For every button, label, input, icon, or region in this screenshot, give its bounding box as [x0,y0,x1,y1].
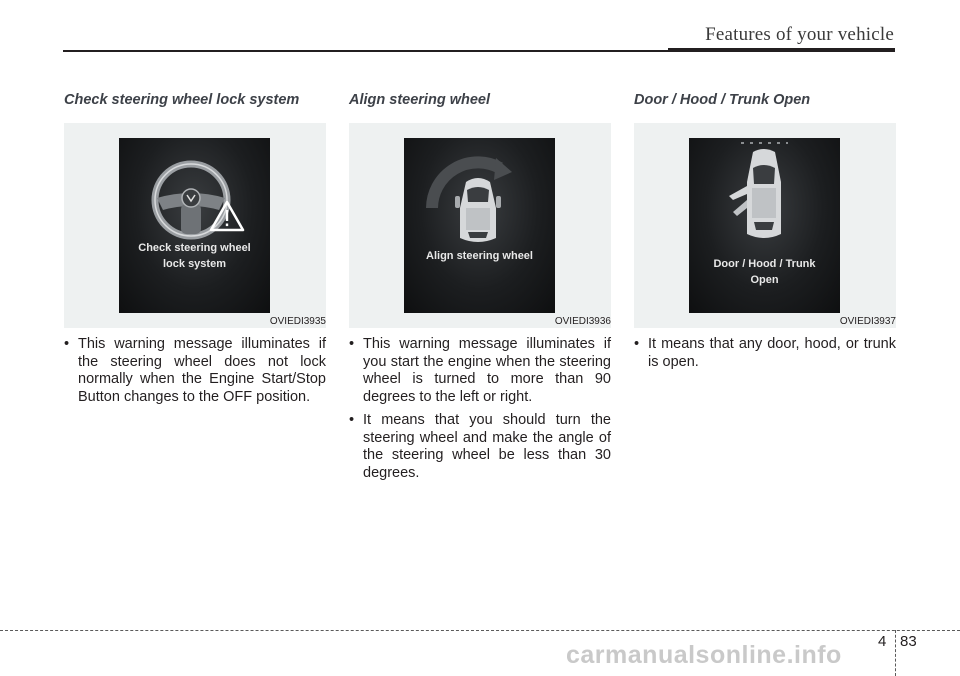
section-steering-lock [64,92,326,412]
cluster-display [404,138,555,313]
section-title: Door / Hood / Trunk Open [634,92,811,108]
section-align-wheel [349,92,611,488]
bullet-text: This warning message illuminates if you start the engine when the steering wheel is turned to more than 90 degrees to the left or right. [363,336,611,405]
chapter-number: 4 [878,633,887,650]
section-title: Check steering wheel lock system [64,92,300,108]
page-number: 83 [900,633,917,650]
figure [634,123,896,328]
bullet-item [349,412,611,482]
section-title: Align steering wheel [349,92,490,108]
steering-wheel-warning-icon [119,138,270,313]
bullet-dot: • [349,336,355,352]
screen-caption-line: lock system [163,258,226,270]
section-door-open [634,92,896,377]
figure-code: OVIEDI3935 [269,316,326,327]
screen-caption-line: Align steering wheel [426,250,533,262]
header-rule-accent [668,48,895,52]
bullet-text: It means that any door, hood, or trunk is open. [648,336,896,370]
screen-caption-line: Check steering wheel [138,242,251,254]
bullet-list [634,336,896,371]
bullet-item [634,336,896,371]
bullet-text: It means that you should turn the steering wheel and make the angle of the steering wheel be less than 30 degrees. [363,412,611,481]
screen-caption-line: Open [750,274,779,286]
figure [349,123,611,328]
bullet-item [349,336,611,406]
bullet-item [64,336,326,406]
watermark: carmanualsonline.info [566,641,842,669]
cluster-display [689,138,840,313]
bullet-dot: • [634,336,640,352]
bullet-dot: • [349,412,355,428]
bullet-dot: • [64,336,70,352]
running-header: Features of your vehicle [705,24,894,45]
footer-rule [0,630,960,631]
bullet-list [64,336,326,406]
cluster-display [119,138,270,313]
figure-code: OVIEDI3937 [839,316,896,327]
bullet-text: This warning message illuminates if the steering wheel does not lock normally when the Engine Start/Stop Button changes to the OFF position. [78,336,326,405]
bullet-list [349,336,611,482]
figure-code: OVIEDI3936 [554,316,611,327]
screen-caption-line: Door / Hood / Trunk [713,258,816,270]
car-steering-arrow-icon [404,138,555,313]
figure [64,123,326,328]
footer-divider [895,630,896,676]
